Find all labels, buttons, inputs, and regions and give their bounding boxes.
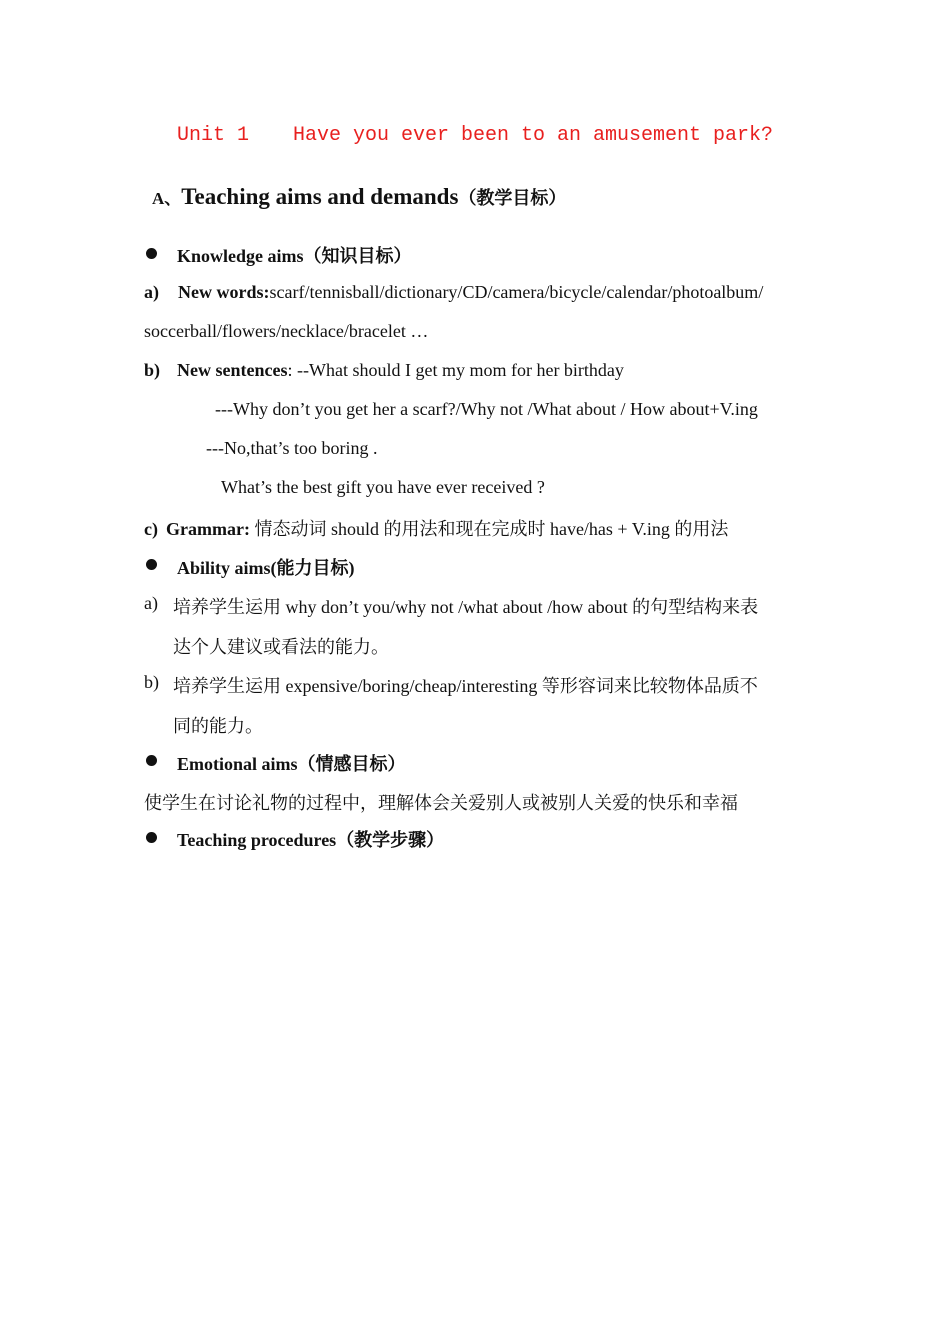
unit-question: Have you ever been to an amusement park? (292, 124, 774, 147)
knowledge-aims-heading: Knowledge aims（知识目标） (177, 246, 412, 266)
ability-b-line2: 同的能力。 (173, 716, 263, 736)
sentence-line-3: ---No,that’s too boring . (206, 438, 378, 458)
sentence-line-4: What’s the best gift you have ever received ? (221, 477, 545, 497)
new-sentences-line: b) New sentences: --What should I get my mom for her birthday (144, 360, 624, 380)
grammar-line: c) Grammar: 情态动词 should 的用法和现在完成时 have/has + V.ing 的用法 (144, 519, 729, 539)
emotional-aims-heading: Emotional aims（情感目标） (177, 754, 406, 774)
emotional-aims-text: 使学生在讨论礼物的过程中，理解体会关爱别人或被别人关爱的快乐和幸福 (144, 793, 738, 813)
ability-b-label: b) (144, 672, 159, 692)
new-words-continued: soccerball/flowers/necklace/bracelet … (144, 321, 429, 341)
bullet-icon (146, 248, 157, 259)
unit-number: Unit 1 (176, 124, 249, 147)
bullet-icon (146, 832, 157, 843)
ability-b-line1: 培养学生运用 expensive/boring/cheap/interesting 等形容词来比较物体品质不 (173, 676, 758, 696)
ability-a-line1: 培养学生运用 why don’t you/why not /what about /how about 的句型结构来表 (173, 597, 759, 617)
section-a-title: Teaching aims and demands (181, 184, 459, 209)
new-words-line: a) New words:scarf/tennisball/dictionary/CD/camera/bicycle/calendar/photoalbum/ (144, 282, 764, 302)
sentence-line-2: ---Why don’t you get her a scarf?/Why not /What about / How about+V.ing (215, 399, 758, 419)
bullet-icon (146, 559, 157, 570)
section-a-heading: A、Teaching aims and demands（教学目标） (152, 184, 567, 209)
unit-title (0, 124, 950, 147)
bullet-icon (146, 755, 157, 766)
ability-a-label: a) (144, 593, 158, 613)
teaching-procedures-heading: Teaching procedures（教学步骤） (177, 830, 445, 850)
ability-a-line2: 达个人建议或看法的能力。 (173, 637, 389, 657)
ability-aims-heading: Ability aims(能力目标) (177, 558, 355, 578)
